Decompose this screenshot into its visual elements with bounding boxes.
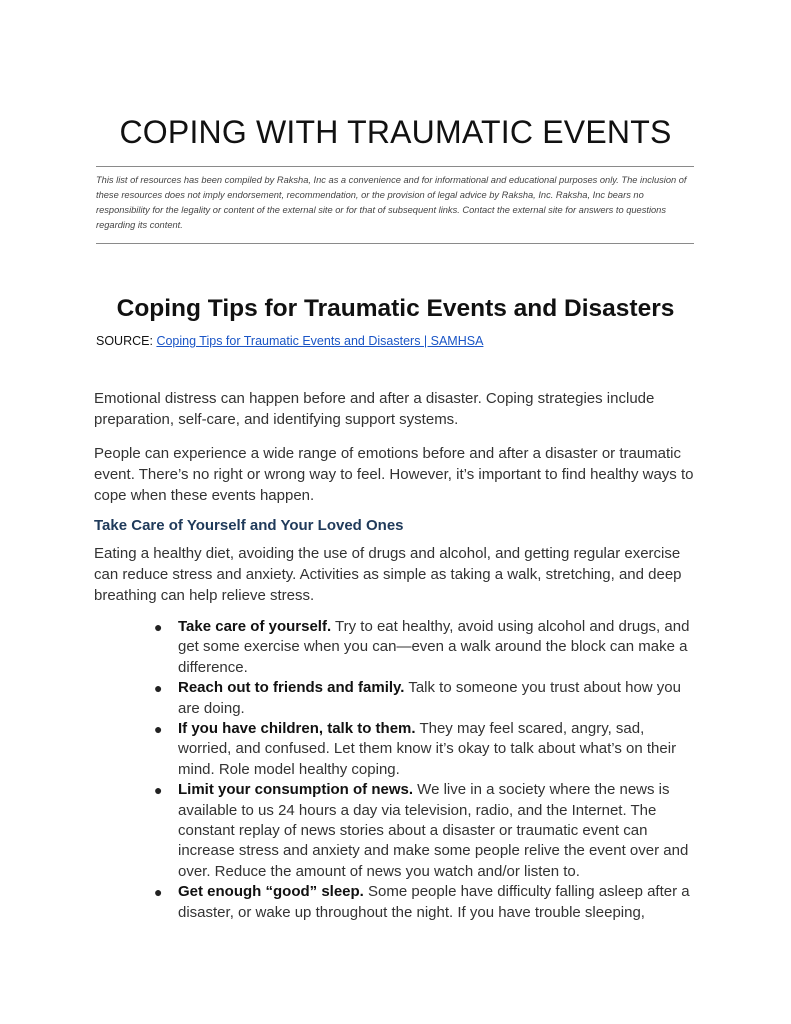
bullet-icon: ● [154,619,163,635]
list-item-lead: Reach out to friends and family. [178,679,405,697]
list-item-text: Try to eat healthy, avoid using alcohol and drugs, and get some exercise when you can—even a walk around the block can make a difference. [178,618,690,676]
subheading-paragraph: Eating a healthy diet, avoiding the use of drugs and alcohol, and getting regular exercise can reduce stress and anxiety. Activities as simple as taking a walk, stretching, and deep breathing can help relieve stress. [94,545,682,604]
list-item-lead: Take care of yourself. [178,618,332,635]
list-item [154,882,698,923]
bullet-icon: ● [154,884,163,901]
bullet-icon: ● [154,680,163,697]
bullet-icon: ● [154,782,163,799]
source-label: SOURCE: [96,334,157,348]
list-item [154,678,698,719]
subheading: Take Care of Yourself and Your Loved Ones [94,517,404,534]
list-item-lead: Get enough “good” sleep. [178,883,364,901]
list-item-lead: If you have children, talk to them. [178,720,416,738]
intro-paragraph: People can experience a wide range of emotions before and after a disaster or traumatic event. There’s no right or wrong way to feel. However, it’s important to find healthy ways to cope when these events happen. [94,445,694,504]
divider-bottom [96,243,694,244]
list-item [154,780,698,882]
disclaimer-text: This list of resources has been compiled by Raksha, Inc as a convenience and for informational and educational purposes only. The inclusion of these resources does not imply endorsement, recommendation, or the provision of legal advice by Raksha, Inc. Raksha, Inc bears no responsibility for the legality or content of the external site or for that of subsequent links. Contact the external site for answers to questions regarding its content. [96,175,687,230]
section-title: Coping Tips for Traumatic Events and Disasters [116,295,675,322]
list-item-text: They may feel scared, angry, sad, worried, and confused. Let them know it’s okay to talk about what’s on their mind. Role model healthy coping. [178,720,677,778]
bullet-icon: ● [154,721,163,738]
source-link[interactable]: Coping Tips for Traumatic Events and Disasters | SAMHSA [156,334,484,348]
source-line [96,333,483,349]
document-title: COPING WITH TRAUMATIC EVENTS [119,114,672,150]
intro-paragraph: Emotional distress can happen before and after a disaster. Coping strategies include preparation, self-care, and identifying support systems. [94,390,655,428]
list-item [154,617,698,678]
list-item-lead: Limit your consumption of news. [178,781,414,799]
list-item-text: Some people have difficulty falling asleep after a disaster, or wake up throughout the night. If you have trouble sleeping, [178,883,690,921]
list-item-text: Talk to someone you trust about how you are doing. [178,679,681,717]
tips-list [0,617,791,923]
divider-top [96,166,694,167]
list-item [154,719,698,780]
list-item-text: We live in a society where the news is available to us 24 hours a day via television, radio, and the Internet. The constant replay of news stories about a disaster or traumatic event can increase stress and anxiety and make some people relive the event over and over. Reduce the amount of news you watch and/or listen to. [178,781,689,880]
